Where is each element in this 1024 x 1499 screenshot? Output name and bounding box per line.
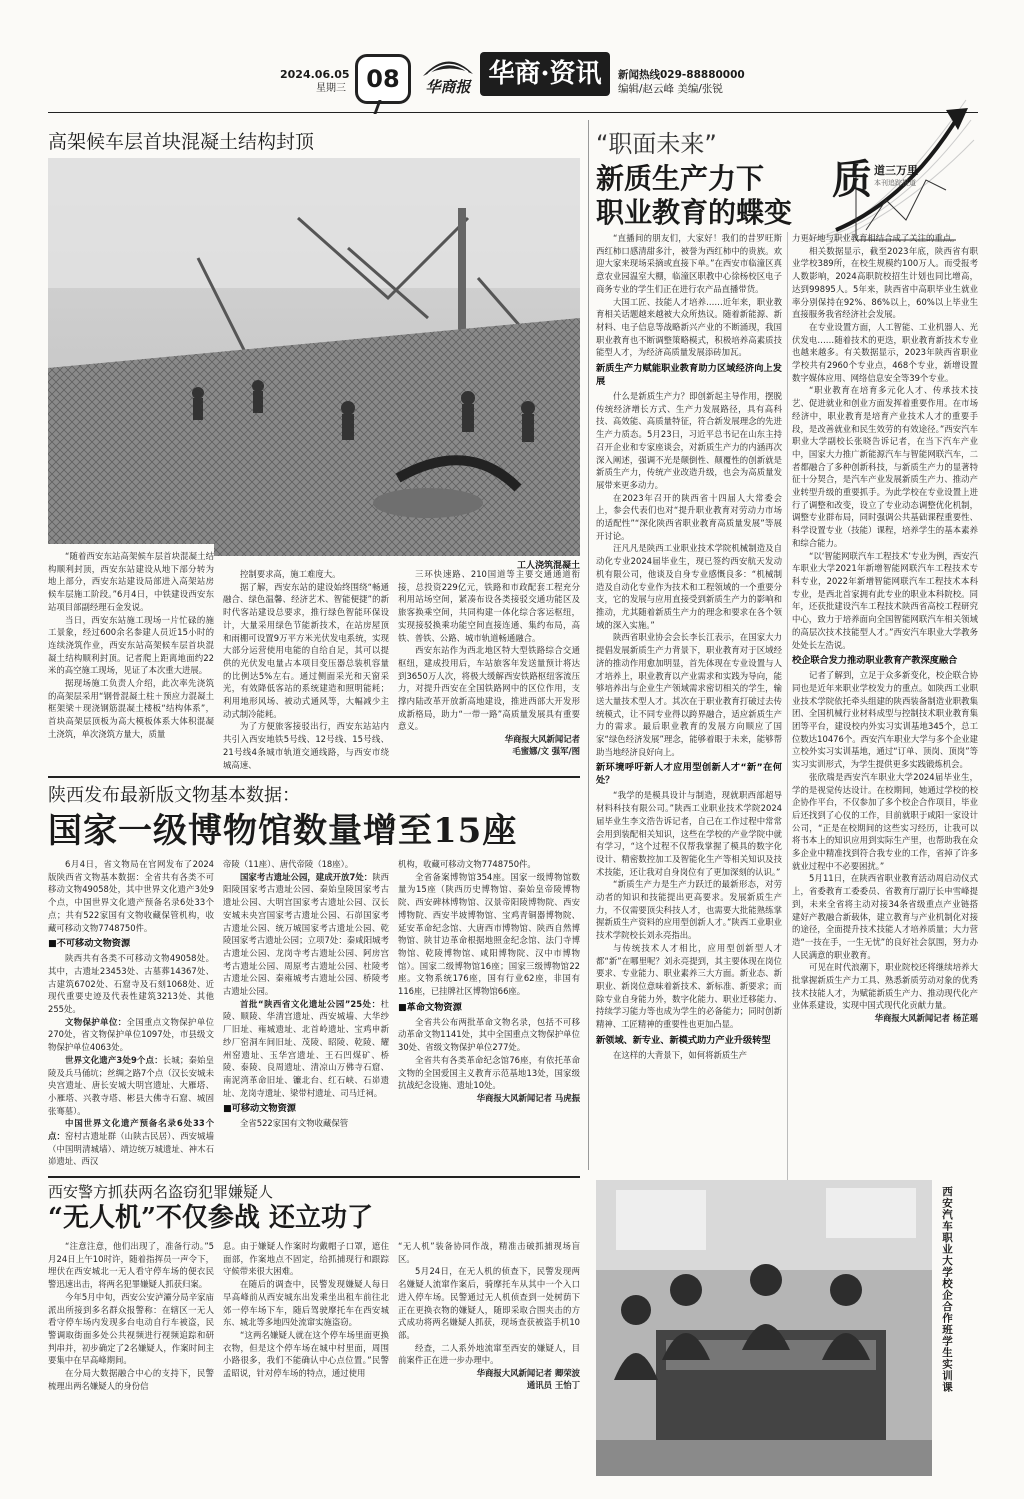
editor-credits: 编辑/赵云峰 美编/张锐 bbox=[618, 83, 723, 95]
issue-weekday: 星期三 bbox=[316, 83, 346, 94]
news-hotline: 新闻热线029-88880000 bbox=[618, 69, 745, 81]
article-body-col-2: 控制要求高，施工难度大。 据了解，西安东站的建设始终围绕“畅通融合、绿色温馨、经济艺术、智能便捷”的新时代客站建设总要求，推行绿色智能环保设计，大量采用绿色节能新技术，在站房屋顶和雨棚可设置9万平方米光伏发电系统，实现大部分运营使用电能的自给自足，其可以提供的光伏发电量占本项目变压器总装机容量的比例达5%左右。通过侧面采光和天窗采光，有效降低客站的系统建造和照明能耗；利用地形风场、被动式通风等，大幅减少主动式制冷能耗。 为了方便旅客接驳出行，西安东站站内共引入西安地铁5号线、12号线、15号线、21号线4条城市轨道交通线路，与西安市绕城高速、 bbox=[223, 569, 389, 770]
byline: 华商报大风新闻记者 bbox=[504, 734, 580, 745]
issue-date: 2024.06.05 bbox=[280, 68, 350, 81]
article-body-col-2: 息。由于嫌疑人作案时均戴帽子口罩，遮住面部，作案地点不固定，给抓捕现行和跟踪守候带来很大困难。 在随后的调查中，民警发现嫌疑人每日早高峰前从西安城东出发乘坐出租车前往北郊一停车场下车，随后驾驶摩托车在西安城东、城北等多地四处流窜实施盗窃。 “这两名嫌疑人就在这个停车场里面更换衣物，但是这个停车场在城中村里面，周围小路很多，我们不能确认中心点位置。”民警孟昭说，针对停车场的特点，通过使用 bbox=[223, 1241, 389, 1379]
section-heading: ■不可移动文物资源 bbox=[48, 938, 131, 950]
article-kicker: 西安警方抓获两名盗窃犯罪嫌疑人 bbox=[48, 1183, 274, 1201]
section-heading: 新质生产力赋能职业教育助力区域经济向上发展 bbox=[596, 363, 782, 388]
article-body-col-3: 机构，收藏可移动文物7748750件。 全省备案博物馆354座。国家一级博物馆数量为15座（陕西历史博物馆、秦始皇帝陵博物院、西安碑林博物馆、汉景帝阳陵博物院、西安博物院、西安半坡博物馆、宝鸡青铜器博物院、延安革命纪念馆、大唐西市博物馆、陕西自然博物馆、陕甘边革命根据地照金纪念馆、法门寺博物馆、乾陵博物馆、咸阳博物院、汉中市博物馆）。国家二级博物馆16座；国家三级博物馆22座。文物系统176座，国有行业62座，非国有116座，已挂牌社区博物馆66座。 ■革命文物资源 全省共公布两批革命文物名录，包括不可移动革命文物1141处，其中全国重点文物保护单位30处、省级文物保护单位277处。 全省共有各类革命纪念馆76座，有依托革命文物的全国爱国主义教育示范基地13处，国家级抗战纪念设施、遗址10处。 华商报大风新闻记者 马虎振 bbox=[398, 859, 580, 1103]
section-heading: 校企联合发力推动职业教育产教深度融合 bbox=[792, 655, 958, 667]
badge-main: 质 bbox=[832, 156, 872, 203]
byline: 华商报大风新闻记者 杨芷瑶 bbox=[874, 1013, 978, 1024]
byline: 华商报大风新闻记者 马虎振 bbox=[476, 1092, 580, 1103]
badge-side: 道三万里 bbox=[874, 164, 918, 177]
section-heading: 新环境呼吁新人才应用型创新人才“新”在何处？ bbox=[596, 762, 782, 787]
logo-text: 华商报 bbox=[425, 78, 471, 96]
article-body-col-1: “随着西安东站高架候车层首块混凝土结构顺利封顶，西安东站建设从地下部分转为地上部分，西安东站建设局部进入高架站房候车层施工阶段。”6月4日，中铁建设西安东站项目部副经理石金发说。 当日，西安东站施工现场一片忙碌的施工景象，经过600余名参建人员近15小时的连续浇筑作业，西安东站高架候车层首块混凝土结构顺利封顶。记者爬上距离地面约22米的高空施工现场，见证了本次重大进展。 据现场施工负责人介绍，此次率先浇筑的高架层采用“钢骨混凝土柱＋预应力混凝土框架梁＋现浇钢筋混凝土楼板“结构体系”，首块高架层顶板为高大模板体系大体积混凝土浇筑，单次浇筑方量大，质量 bbox=[48, 544, 214, 770]
article-kicker: 陕西发布最新版文物基本数据： bbox=[48, 785, 300, 806]
article-body-col-2: 帝陵（11座）、唐代帝陵（18座）。 国家考古遗址公园，建成开放7处：陕西阳陵国家考古遗址公园、秦始皇陵国家考古遗址公园、大明宫国家考古遗址公园、汉长安城未央宫国家考古遗址公园、石峁国家考古遗址公园、统万城国家考古遗址公园、乾陵国家考古遗址公园；立项7处：秦咸阳城考古遗址公园、龙岗寺考古遗址公园、阿房宫考古遗址公园、周原考古遗址公园、杜陵考古遗址公园、秦雍城考古遗址公园、桥陵考古遗址公园。 首批“陕西省文化遗址公园”25处：杜陵、顺陵、华清宫遗址、西安城墙、大华纱厂旧址、雍城遗址、北首岭遗址、宝鸡申新纱厂窑洞车间旧址、茂陵、昭陵、乾陵、耀州窑遗址、玉华宫遗址、王石凹煤矿、桥陵、泰陵、良周遗址、清凉山万佛寺石窟、南泥湾革命旧址、镰北台、红石峡、石峁遗址、龙岗寺遗址、梁带村遗址、司马迁祠。 ■可移动文物资源 全省522家国有文物收藏保管 bbox=[223, 859, 389, 1129]
byline-photo: 毛蜜娜/文 强军/图 bbox=[512, 746, 580, 757]
construction-photo bbox=[48, 158, 580, 556]
article-body-col-3: “无人机”装备协同作战，精准击破抓捕现场盲区。 5月24日，在无人机的侦查下，民警发现两名嫌疑人流窜作案后，骑摩托车从其中一个入口进入停车场。民警通过无人机侦查到一处树荫下正在更换衣物的嫌疑人，随即采取合围夹击的方式成功将两名嫌疑人抓获，现场查获被盗手机10部。 经查，二人系外地流窜至西安的嫌疑人，目前案件正在进一步办理中。 华商报大风新闻记者 卿荣波 通讯员 王怡丁 bbox=[398, 1241, 580, 1391]
photo-caption: 西安汽车职业大学校企合作班学生实训课 bbox=[941, 1186, 953, 1393]
article-kicker: 高架候车层首块混凝土结构封顶 bbox=[48, 131, 315, 153]
headline-line-2: 职业教育的蝶变 bbox=[596, 196, 793, 229]
badge-sub: 本刊追踪报道 bbox=[874, 179, 916, 187]
section-title: 华商·资讯 bbox=[488, 59, 602, 89]
students-training-photo bbox=[596, 1180, 932, 1476]
article-headline: 国家一级博物馆数量增至15座 bbox=[48, 811, 518, 851]
article-headline: “无人机”不仅参战 还立功了 bbox=[48, 1203, 373, 1233]
article-body-col-1: “注意注意，他们出现了，准备行动。”5月24日上午10时许，随着指挥员一声令下，埋伏在西安城北一无人看守停车场的便衣民警迅速出击，将两名犯罪嫌疑人抓获归案。 今年5月中旬，西安公安泸灞分局辛家庙派出所接到多名群众报警称：在辖区一无人看守停车场内发现多台电动自行车被盗，民警调取街面多处公共视频进行视频追踪和研判串并，初步确定了2名嫌疑人，作案时间主要集中在早高峰期间。 在分局大数据融合中心的支持下，民警梳理出两名嫌疑人的身份信 bbox=[48, 1241, 214, 1391]
photo-caption: 工人浇筑混凝土 bbox=[516, 561, 580, 571]
section-heading: ■革命文物资源 bbox=[398, 1001, 462, 1013]
article-museums bbox=[48, 782, 580, 1174]
article-headline bbox=[596, 162, 792, 230]
article-east-station bbox=[48, 120, 580, 772]
article-body-col-1: “直播间的朋友们，大家好！我们的昔罗旺斯西红柿口感清甜多汁，被誉为西红柿中的贵族。欢迎大家来现场采摘或直接下单。”在西安市临潼区真意农业园温室大棚，临潼区职教中心徐杨校区电子商务专业的学生们正在进行农产品直播带货。 大国工匠、技能人才培养……近年来，职业教育相关话题越来越被大众所热议。随着新能源、新材料、电子信息等战略新兴产业的不断涌现，我国职业教育也不断调整策略模式，积极培养高素质技能型人才，为经济高质量发展添砖加瓦。 新质生产力赋能职业教育助力区域经济向上发展 什么是新质生产力？即创新起主导作用，摆脱传统经济增长方式、生产力发展路径，具有高科技、高效能、高质量特征，符合新发展理念的先进生产力质态。5月23日，习近平总书记在山东主持召开企业和专家座谈会，对新质生产力的内涵再次深入阐述，强调不光是颠倒性、颠覆性的创新就是新质生产力，传统产业改造升级，也会为高质量发展带来更多动力。 在2023年召开的陕西省十四届人大常委会上，参会代表们也对“提升职业教育对劳动力市场的适配性”“深化陕西省职业教育高质量发展”等展开讨论。 汪凡凡是陕西工业职业技术学院机械制造及自动化专业2024届毕业生，现已签约西安航天发动机有限公司，他谈及自身专业感慨良多：“机械制造及自动化专业作为技术和工程领域的一个重要分支，它的发展与应用直接受到新质生产力的影响和推动，尤其随着新质生产力的理念和要求在各个领域的深入实施。” 陕西省职业协会会长李长江表示，在国家大力提倡发展新质生产力背景下，职业教育对于区域经济的推动作用愈加明显，首先体现在专业设置与人才培养上，职业教育以产业需求和实践为导向，能够培养出与企业生产领域需求密切相关的学生，输送大量技术型人才。其次在于职业教育打破过去传统模式，让不同专业得以跨界融合，适应新质生产力的需求。最后职业教育的发展方向顺应了国家“绿色经济发展”理念，能够着眼于未来，能够帮助当地经济良好向上。 新环境呼吁新人才应用型创新人才“新”在何处？ “我学的是模具设计与制造，现就职西部超导材料科技有限公司。”陕西工业职业技术学院2024届毕业生李文浩告诉记者，自己在工作过程中常常会用到装配相关知识，这些在学校的产业学院中就有学习，“这个过程不仅帮我掌握了模具的数字化设计、精密数控加工及智能化生产等相关知识及技术技能，还让我对自身岗位有了更加深刻的认识。” “新质生产力是生产力跃迁的最新形态，对劳动者的知识和技能提出更高要求。发展新质生产力，不仅需要顶尖科技人才，也需要大批能熟练掌握新质生产资料的应用型创新人才。”陕西工业职业技术学院校长刘永亮指出。 与传统技术人才相比，应用型创新型人才都“新”在哪里呢？刘永亮提到，其主要体现在岗位要求、专业能力、职业素养三大方面。新业态、新职业、新岗位意味着新技术、新标准、新要求；而除专业自身能力外，数字化能力、职业迁移能力、持续学习能力等也成为学生的必备能力；同时创新精神、工匠精神的重要性也更加凸显。 新领域、新专业、新模式助力产业升级转型 在这样的大背景下，如何将新质生产 bbox=[596, 233, 782, 1060]
article-body-col-2: 力更好地与职业教育相结合成了关注的重点。 相关数据显示，截至2023年底，陕西省有职业学校389所，在校生规模约100万人。而受报考人数影响，2024高职院校招生计划也同比增高，达到99895人。5年来，陕西省中高职毕业生就业率分别保持在92%、86%以上，60%以上毕业生直接服务我省经济社会发展。 在专业设置方面，人工智能、工业机器人、光伏发电……随着技术的更迭，职业教育新技术专业也越来越多。有关数据显示，2023年陕西省职业学校共有2960个专业点，468个专业，新增设置数字媒体应用、网络信息安全等39个专业。 “职业教育在培育多元化人才、传承技术技艺、促进就业和创业方面发挥着重要作用。在市场经济中，职业教育是培育产业技术人才的重要手段，是改善就业和民生效劳的有效途径。”西安汽车职业大学副校长张晓告诉记者，在当下汽车产业中，国家大力推广新能源汽车与智能网联汽车，二者都融合了多种创新科技，与新质生产力的显著特征十分契合，是汽车产业发展新质生产力、推动产业转型升级的重要抓手。为此学校在专业设置上进行了调整和改变，设立了专业动态调整优化机制，调整专业群布局，同时强调公共基础课程重要性、科学设置专业（技能）课程，培养学生的基本素养和综合能力。 “以‘智能网联汽车工程技术’专业为例，西安汽车职业大学2021年新增智能网联汽车工程技术专科专业，2022年新增智能网联汽车工程技术本科专业，是西北首家拥有此专业的职业本科院校。同年，还获批建设汽车工程技术陕西省高校工程研究中心，致力于培养面向全国智能网联汽车相关领域的高层次技术技能型人才。”西安汽车职业大学教务处处长左浩说。 校企联合发力推动职业教育产教深度融合 记者了解到，立足于众多新变化，校企联合协同也是近年来职业学校发力的重点。如陕西工业职业技术学院依托牵头组建的陕西装备制造业职教集团、全国机械行业材料成型与控制技术职业教育集团等平台，建设校内外实习实训基地345个，总工位数达10476个。西安汽车职业大学与多个企业建立校外实习实训基地，通过“订单、顶岗、顶岗”等实习实训形式，为学生提供更多实践锻炼机会。 张欣瑞是西安汽车职业大学2024届毕业生，学的是视觉传达设计。在校期间，她通过学校的校企协作平台，不仅参加了多个校企合作项目，毕业后还找到了心仪的工作，目前就职于咸阳一家设计公司，“正是在校期间的这些实习经历，让我可以将书本上的知识应用到实际生产里，也帮助我在众多企业中精准找到符合我专业的工作，省掉了许多就业过程中不必要困扰。” 5月11日，在陕西省职业教育活动周启动仪式上，省委教育工委委员、省教育厅副厅长申雪峰提到，未来全省将主动对接34条省级重点产业链搭建好产教融合新载体，建立教育与产业机制化对接的途径，全面提升技术技能人才培养质量；大力营造“一技在手，一生无忧”的良好社会氛围，努力办人民满意的职业教育。 可见在时代浪潮下，职业院校还将继续培养大批掌握新质生产力工具、熟悉新质劳动对象的优秀技术技能人才，为赋能新质生产力、推动现代化产业体系建设，实现中国式现代化贡献力量。 华商报大风新闻记者 杨芷瑶 bbox=[792, 233, 978, 1024]
byline-correspondent: 通讯员 王怡丁 bbox=[526, 1380, 580, 1391]
article-body-col-3: 三环快速路、210国道等主要交通通道衔接，总投资229亿元，铁路和市政配套工程充分利用站场空间，紧凑布设各类接驳交通功能区及旅客换乘空间，共同构建一体化综合客运枢纽，实现接驳换乘功能空间直接连通、集约布局，高铁、普铁、公路、城市轨道畅通融合。 西安东站作为西北地区特大型铁路综合交通枢纽，建成投用后，车站旅客年发送量预计将达到3650万人次，将极大缓解西安铁路枢纽客流压力，对提升西安在全国铁路网中的区位作用，支撑内陆改革开放新高地建设，推进西部大开发形成新格局，助力“一带一路”高质量发展具有重要意义。 华商报大风新闻记者 毛蜜娜/文 强军/图 bbox=[398, 569, 580, 757]
article-vocational bbox=[596, 120, 978, 1480]
section-heading: 新领域、新专业、新模式助力产业升级转型 bbox=[596, 1034, 771, 1046]
article-drone bbox=[48, 1180, 580, 1470]
section-heading: ■可移动文物资源 bbox=[223, 1103, 296, 1115]
article-kicker: “职面未来” bbox=[596, 130, 717, 158]
article-body-col-1: 6月4日，省文物局在官网发布了2024版陕西省文物基本数据：全省共有各类不可移动文物49058处，其中世界文化遗产3处9个点，中国世界文化遗产预备名录6处33个点；共有522家国有文物收藏保管机构，收藏可移动文物7748750件。 ■不可移动文物资源 陕西共有各类不可移动文物49058处。其中，古遗址23453处、古墓葬14367处、古建筑6702处、石窟寺及石刻1068处、近现代重要史迹及代表性建筑3213处、其他255处。 文物保护单位：全国重点文物保护单位270处，省文物保护单位1097处，市县级文物保护单位4063处。 世界文化遗产3处9个点：长城；秦始皇陵及兵马俑坑；丝绸之路7个点（汉长安城未央宫遗址、唐长安城大明宫遗址、大雁塔、小雁塔、兴教寺塔、彬县大佛寺石窟、城固张骞墓）。 中国世界文化遗产预备名录6处33个点：窑村古遗址群（山陕古民居）、西安城墙（中国明清城墙）、靖边统万城遗址、神木石峁遗址、西汉 bbox=[48, 859, 214, 1167]
page-number: 08 bbox=[355, 54, 411, 104]
newspaper-logo bbox=[418, 48, 478, 102]
headline-line-1: 新质生产力下 bbox=[596, 162, 765, 195]
series-badge bbox=[832, 156, 932, 210]
byline: 华商报大风新闻记者 卿荣波 bbox=[476, 1368, 580, 1379]
